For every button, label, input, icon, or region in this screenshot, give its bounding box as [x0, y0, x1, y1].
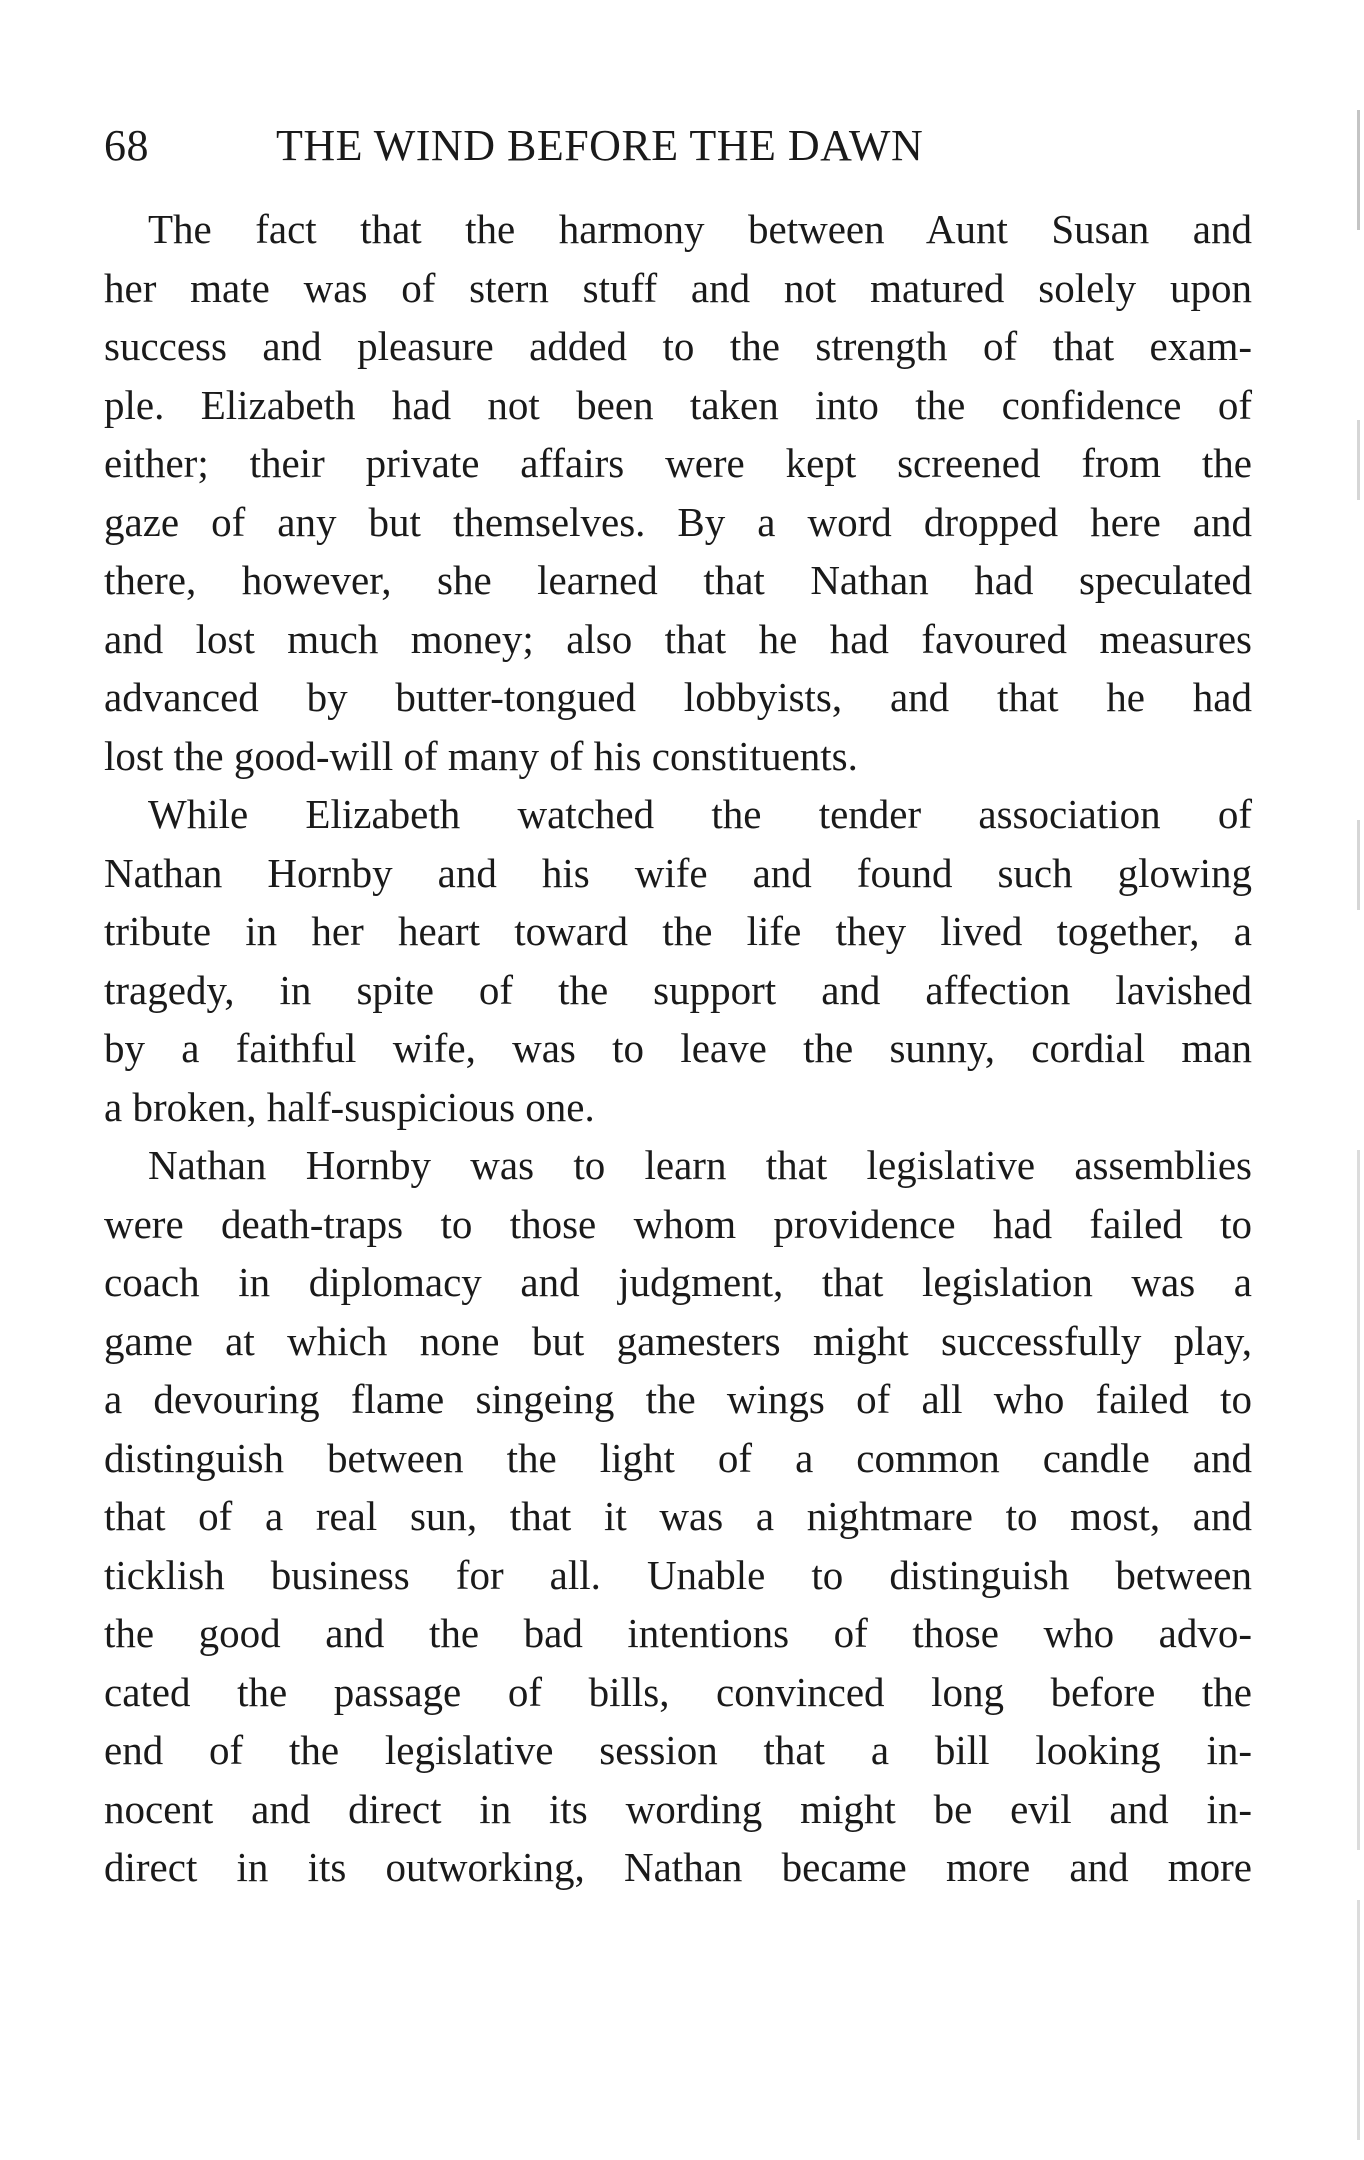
- text-line: her mate was of stern stuff and not matured solely upon: [104, 264, 1252, 311]
- text-line: lost the good-will of many of his constituents.: [104, 732, 858, 779]
- scan-edge-mark: [1357, 110, 1360, 230]
- text-line: The fact that the harmony between Aunt Susan and: [148, 206, 1252, 252]
- text-line: While Elizabeth watched the tender association of: [148, 791, 1252, 837]
- text-line: end of the legislative session that a bill looking in-: [104, 1727, 1252, 1773]
- book-title: THE WIND BEFORE THE DAWN: [276, 121, 924, 170]
- running-head: [104, 116, 1254, 176]
- text-line: ple. Elizabeth had not been taken into the confidence of: [104, 381, 1252, 428]
- text-line: the good and the bad intentions of those who advo-: [104, 1610, 1252, 1656]
- text-line: success and pleasure added to the strength of that exam-: [104, 323, 1252, 369]
- text-line: there, however, she learned that Nathan had speculated: [104, 557, 1252, 603]
- paragraph-2: [104, 785, 1252, 1136]
- scan-edge-mark: [1357, 820, 1360, 910]
- text-line: gaze of any but themselves. By a word dropped here and: [104, 498, 1252, 545]
- text-line: either; their private affairs were kept screened from the: [104, 440, 1252, 486]
- text-line: ticklish business for all. Unable to distinguish between: [104, 1551, 1252, 1598]
- text-line: were death-traps to those whom providence had failed to: [104, 1200, 1252, 1247]
- scan-edge-mark: [1357, 1900, 1360, 2140]
- scan-edge-mark: [1357, 420, 1360, 500]
- text-line: and lost much money; also that he had favoured measures: [104, 615, 1252, 662]
- text-line: distinguish between the light of a common candle and: [104, 1434, 1252, 1481]
- text-line: Nathan Hornby was to learn that legislative assemblies: [148, 1142, 1252, 1188]
- body-text: [104, 200, 1252, 1897]
- scan-edge-mark: [1357, 1150, 1360, 1850]
- text-line: by a faithful wife, was to leave the sunny, cordial man: [104, 1025, 1252, 1071]
- text-line: nocent and direct in its wording might be evil and in-: [104, 1785, 1252, 1832]
- text-line: game at which none but gamesters might successfully play,: [104, 1317, 1252, 1364]
- text-line: a devouring flame singeing the wings of all who failed to: [104, 1376, 1252, 1422]
- text-line: tribute in her heart toward the life they lived together, a: [104, 908, 1252, 954]
- text-line: Nathan Hornby and his wife and found such glowing: [104, 849, 1252, 896]
- text-line: coach in diplomacy and judgment, that legislation was a: [104, 1259, 1252, 1305]
- paragraph-3: [104, 1136, 1252, 1897]
- text-line: direct in its outworking, Nathan became more and more: [104, 1844, 1252, 1890]
- page-number: 68: [104, 121, 149, 170]
- text-line: advanced by butter-tongued lobbyists, and that he had: [104, 674, 1252, 720]
- text-line: cated the passage of bills, convinced long before the: [104, 1668, 1252, 1715]
- text-line: a broken, half-suspicious one.: [104, 1083, 595, 1130]
- text-line: tragedy, in spite of the support and affection lavished: [104, 966, 1252, 1013]
- paragraph-1: [104, 200, 1252, 785]
- text-line: that of a real sun, that it was a nightmare to most, and: [104, 1493, 1252, 1539]
